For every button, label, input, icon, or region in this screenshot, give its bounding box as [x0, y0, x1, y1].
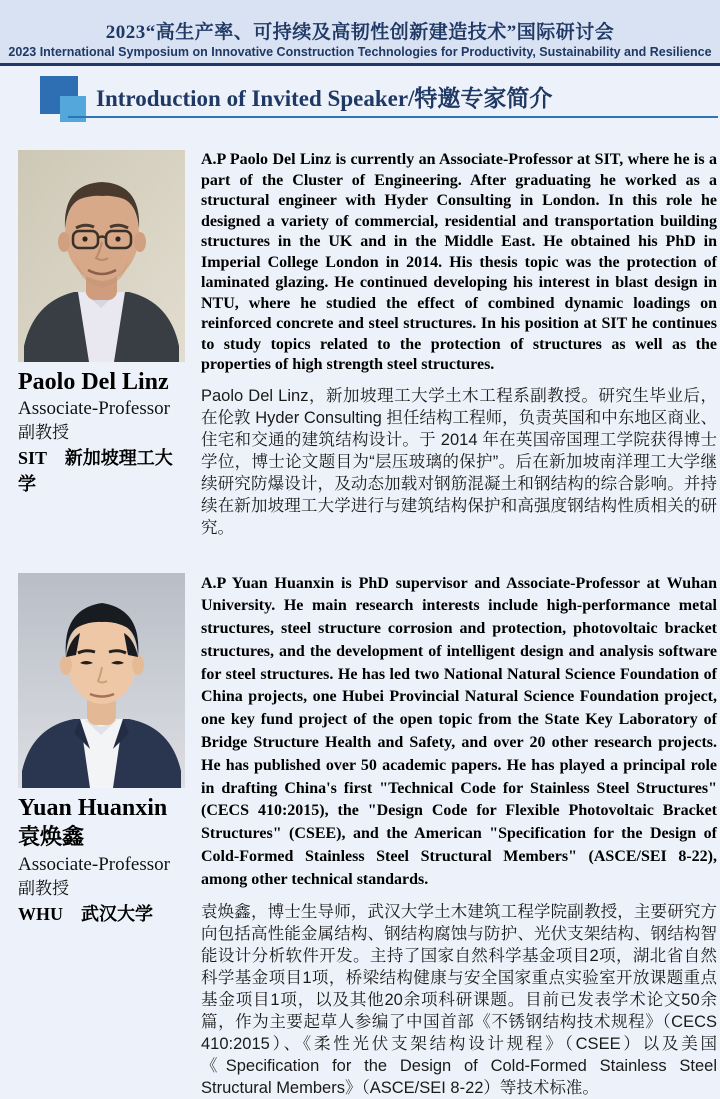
speaker-bio-english: A.P Paolo Del Linz is currently an Associate-Professor at SIT, where he is a part of the Cluster of Engineering. After graduating he worked as a structural engineer with Hyder Consulting in London. In this role he designed a variety of commercial, residential and transportation building structures in the UK and in the Middle East. He obtained his PhD in Imperial College London in 2014. His thesis topic was the protection of laminated glazing. He continued developing his interest in blast design in NTU, where he studied the effect of combined dynamic loadings on reinforced concrete and steel structures. In his position at SIT he continues to study topics related to the protection of structures as well as the properties of high strength steel structures.: [201, 151, 717, 373]
speaker-photo-yuan-huanxin: [18, 573, 185, 788]
portrait-yuan-huanxin-image: [18, 573, 185, 788]
speaker-title-en: Associate-Professor: [18, 853, 170, 875]
speaker-affiliation: WHU 武汉大学: [18, 903, 153, 924]
speaker-info-column: [18, 573, 186, 1099]
speaker-bio-chinese: 袁焕鑫，博士生导师，武汉大学土木建筑工程学院副教授，主要研究方向包括高性能金属结构、钢结构腐蚀与防护、光伏支架结构、钢结构智能设计分析软件开发。主持了国家自然科学基金项目2项，湖北省自然科学基金项目1项，桥梁结构健康与安全国家重点实验室开放课题重点基金项目1项，以及其他20余项科研课题。目前已发表学术论文50余篇，作为主要起草人参编了中国首部《不锈钢结构技术规程》（CECS 410:2015）、《柔性光伏支架结构设计规程》（CSEE）以及美国《Specification for the Design of Cold-Formed Stainless Steel Structural Members》（ASCE/SEI 8-22）等技术标准。: [201, 902, 717, 1097]
speaker-name-zh: 袁焕鑫: [18, 823, 85, 849]
speaker-bio-english: A.P Yuan Huanxin is PhD supervisor and Associate-Professor at Wuhan University. He main research interests include high-performance metal structures, steel structure corrosion and protection, photovoltaic bracket structures, and the development of intelligent design and analysis software for steel structures. He has led two National Natural Science Foundation of China projects, one Hubei Provincial Natural Science Foundation project, one key fund project of the open topic from the State Key Laboratory of Bridge Structure Health and Safety, and over 20 other research projects. He has published over 50 academic papers. He has played a principal role in drafting China's first "Technical Code for Stainless Steel Structures" (CECS 410:2015), the "Design Code for Flexible Photovoltaic Bracket Structures" (CSEE), and the American "Specification for the Design of Cold-Formed Stainless Steel Structural Members" (ASCE/SEI 8-22), among other technical standards.: [201, 574, 717, 888]
speaker-photo-paolo-del-linz: [18, 150, 185, 362]
speaker-name-en: Yuan Huanxin: [18, 794, 168, 821]
symposium-title-zh: 2023“高生产率、可持续及高韧性创新建造技术”国际研讨会: [105, 22, 615, 43]
speaker-profile-paolo-del-linz: [0, 150, 720, 539]
speaker-name-en: Paolo Del Linz: [18, 369, 169, 395]
speaker-title-zh: 副教授: [18, 423, 69, 442]
header-banner: [0, 0, 720, 66]
speaker-profile-yuan-huanxin: [0, 573, 720, 1099]
square-logo-light-icon: [60, 96, 86, 122]
portrait-paolo-del-linz-image: [18, 150, 185, 362]
section-title: Introduction of Invited Speaker/特邀专家简介: [96, 86, 553, 111]
speaker-info-column: [18, 150, 186, 539]
symposium-subtitle-en: 2023 International Symposium on Innovative Construction Technologies for Productivity, Sustainability and Resilience: [8, 45, 712, 59]
section-title-underline: [68, 116, 718, 118]
speaker-title-en: Associate-Professor: [18, 398, 170, 419]
speaker-bio-column: [201, 573, 717, 1099]
speaker-bio-column: [201, 150, 717, 539]
speaker-title-zh: 副教授: [18, 878, 69, 898]
section-heading: [0, 72, 720, 142]
speaker-affiliation: SIT 新加坡理工大学: [18, 448, 173, 494]
speaker-bio-chinese: Paolo Del Linz，新加坡理工大学土木工程系副教授。研究生毕业后，在伦敦 Hyder Consulting 担任结构工程师，负责英国和中东地区商业、住宅和交通的建筑结构设计。于 2014 年在英国帝国理工学院获得博士学位，博士论文题目为“层压玻璃的保护”。后在新加坡南洋理工大学继续研究防爆设计，及动态加载对钢筋混凝土和钢结构的综合影响。并持续在新加坡理工大学进行与建筑结构保护和高强度钢结构性质相关的研究。: [201, 386, 717, 537]
